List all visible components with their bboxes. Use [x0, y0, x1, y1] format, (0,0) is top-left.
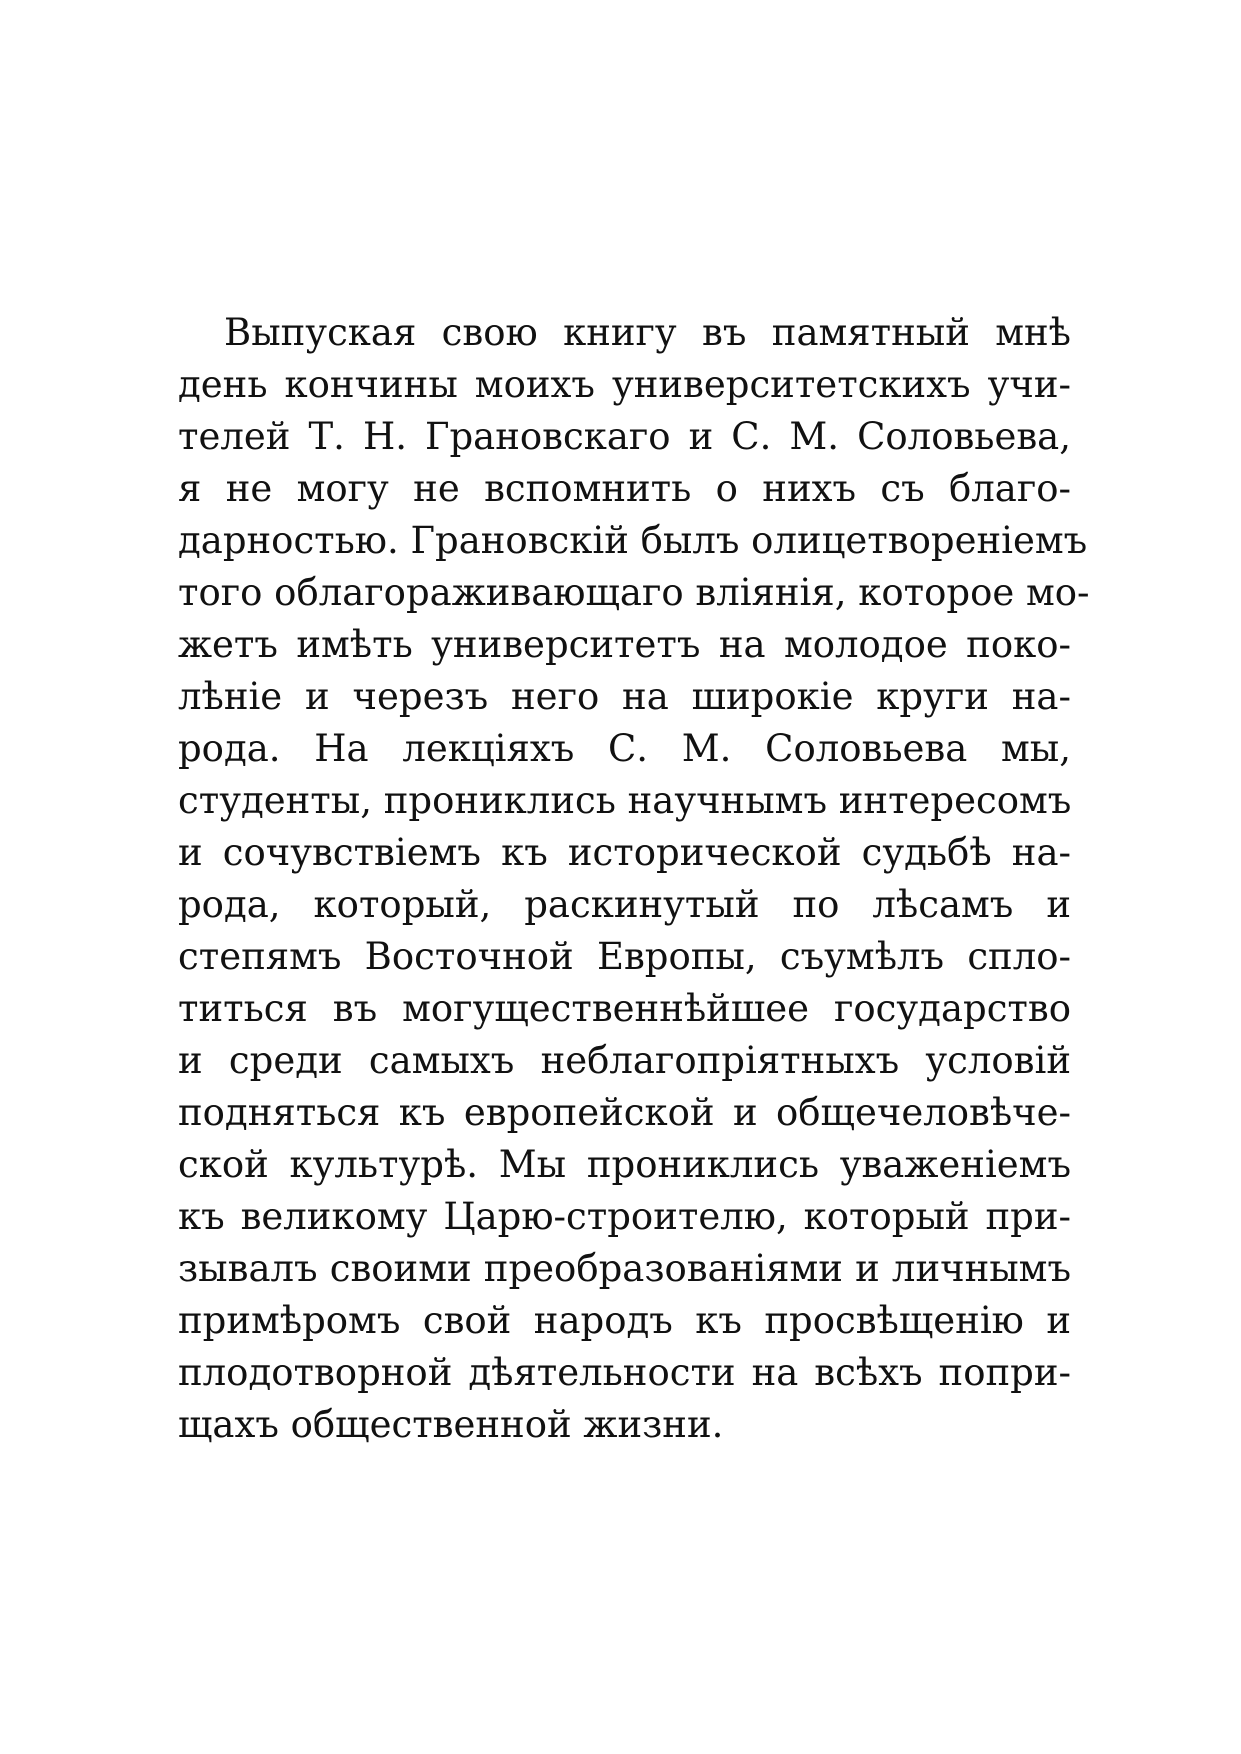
paragraph-line: и сочувствіемъ къ исторической судьбѣ на- [178, 831, 1071, 874]
paragraph-line: и среди самыхъ неблагопріятныхъ условій [178, 1039, 1071, 1082]
paragraph-line: дарностью. Грановскій былъ олицетвореніемъ [178, 519, 1088, 562]
dedication-paragraph [178, 307, 1090, 1451]
paragraph-line: степямъ Восточной Европы, съумѣлъ спло- [178, 935, 1071, 978]
paragraph-line: Выпуская свою книгу въ памятный мнѣ [224, 311, 1071, 354]
paragraph-line: я не могу не вспомнить о нихъ съ благо- [178, 467, 1071, 510]
paragraph-line: студенты, прониклись научнымъ интересомъ [178, 779, 1072, 822]
paragraph-line: того облагораживающаго вліянія, которое мо- [178, 571, 1090, 614]
paragraph-line: рода. На лекціяхъ С. М. Соловьева мы, [178, 727, 1071, 770]
paragraph-line: плодотворной дѣятельности на всѣхъ попри- [178, 1351, 1071, 1394]
paragraph-line: лѣніе и черезъ него на широкіе круги на- [178, 675, 1071, 718]
paragraph-line: примѣромъ свой народъ къ просвѣщенію и [178, 1299, 1071, 1342]
paragraph-line: щахъ общественной жизни. [178, 1403, 724, 1446]
paragraph-line: ской культурѣ. Мы прониклись уваженіемъ [178, 1143, 1071, 1186]
paragraph-line: подняться къ европейской и общечеловѣче- [178, 1091, 1071, 1134]
paragraph-line: къ великому Царю-строителю, который при- [178, 1195, 1071, 1238]
paragraph-line: жетъ имѣть университетъ на молодое поко- [178, 623, 1071, 666]
paragraph-line: телей Т. Н. Грановскаго и С. М. Соловьева, [178, 415, 1071, 458]
paragraph-line: титься въ могущественнѣйшее государство [178, 987, 1071, 1030]
paragraph-line: рода, который, раскинутый по лѣсамъ и [178, 883, 1071, 926]
paragraph-line: день кончины моихъ университетскихъ учи- [178, 363, 1071, 406]
paragraph-line: зывалъ своими преобразованіями и личнымъ [178, 1247, 1071, 1290]
